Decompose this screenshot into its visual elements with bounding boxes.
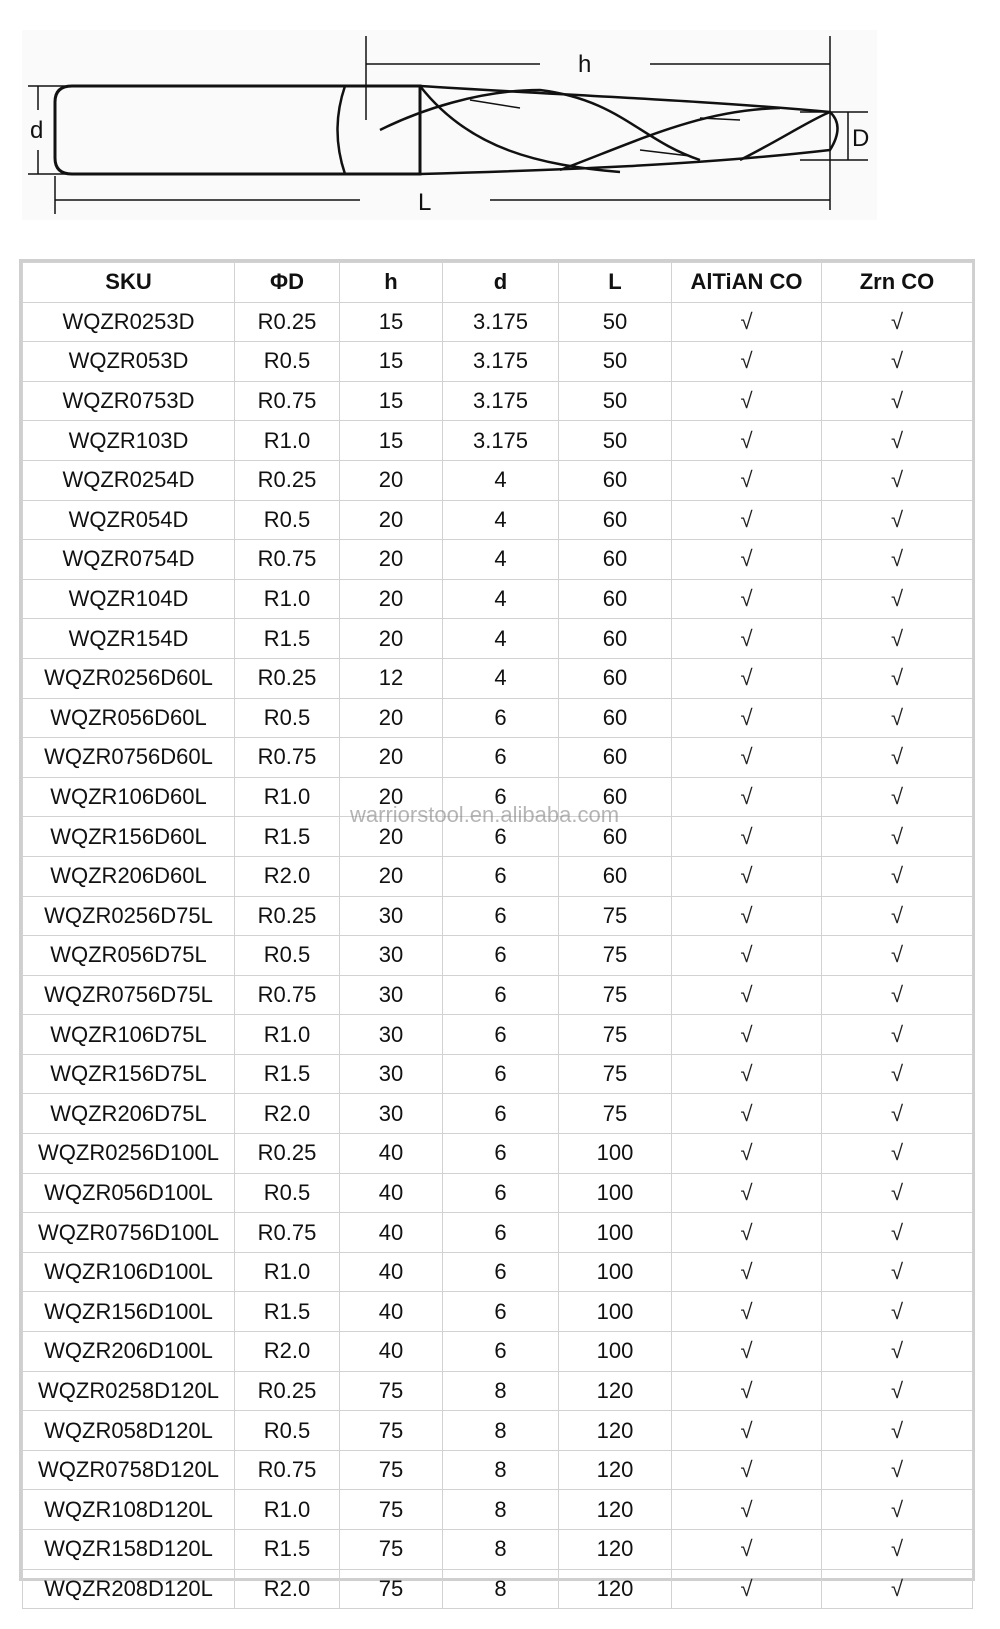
cell-sku: WQZR156D100L xyxy=(23,1292,235,1332)
cell-L: 60 xyxy=(559,460,672,500)
cell-h: 20 xyxy=(340,579,443,619)
table-row xyxy=(23,1569,973,1609)
cell-sku: WQZR0256D100L xyxy=(23,1134,235,1174)
cell-altian-co-check-icon: √ xyxy=(672,1173,822,1213)
cell-diameter: R0.5 xyxy=(235,1173,340,1213)
cell-h: 75 xyxy=(340,1490,443,1530)
cell-diameter: R0.75 xyxy=(235,738,340,778)
cell-h: 15 xyxy=(340,342,443,382)
cell-zrn-co-check-icon: √ xyxy=(822,1213,973,1253)
cell-altian-co-check-icon: √ xyxy=(672,817,822,857)
cell-altian-co-check-icon: √ xyxy=(672,540,822,580)
cell-sku: WQZR0756D100L xyxy=(23,1213,235,1253)
table-row xyxy=(23,1252,973,1292)
cell-zrn-co-check-icon: √ xyxy=(822,936,973,976)
cell-d: 6 xyxy=(443,1015,559,1055)
cell-zrn-co-check-icon: √ xyxy=(822,975,973,1015)
cell-diameter: R1.5 xyxy=(235,1054,340,1094)
label-h: h xyxy=(578,51,592,78)
table-row xyxy=(23,540,973,580)
cell-d: 8 xyxy=(443,1371,559,1411)
cell-diameter: R2.0 xyxy=(235,1332,340,1372)
cell-diameter: R0.25 xyxy=(235,1134,340,1174)
cell-zrn-co-check-icon: √ xyxy=(822,460,973,500)
table-row xyxy=(23,619,973,659)
cell-h: 12 xyxy=(340,658,443,698)
cell-d: 6 xyxy=(443,738,559,778)
cell-altian-co-check-icon: √ xyxy=(672,1411,822,1451)
label-L: L xyxy=(418,189,432,216)
cell-altian-co-check-icon: √ xyxy=(672,936,822,976)
table-row xyxy=(23,936,973,976)
cell-d: 6 xyxy=(443,1332,559,1372)
cell-L: 120 xyxy=(559,1371,672,1411)
cell-h: 20 xyxy=(340,698,443,738)
cell-L: 75 xyxy=(559,936,672,976)
cell-zrn-co-check-icon: √ xyxy=(822,302,973,342)
cell-sku: WQZR156D60L xyxy=(23,817,235,857)
cell-d: 6 xyxy=(443,1173,559,1213)
cell-h: 30 xyxy=(340,1094,443,1134)
cell-altian-co-check-icon: √ xyxy=(672,421,822,461)
cell-zrn-co-check-icon: √ xyxy=(822,1332,973,1372)
cell-d: 4 xyxy=(443,619,559,659)
cell-altian-co-check-icon: √ xyxy=(672,1332,822,1372)
cell-zrn-co-check-icon: √ xyxy=(822,1569,973,1609)
cell-diameter: R0.5 xyxy=(235,1411,340,1451)
table-row xyxy=(23,1173,973,1213)
cell-d: 8 xyxy=(443,1530,559,1570)
cell-diameter: R0.75 xyxy=(235,1213,340,1253)
cell-d: 6 xyxy=(443,1292,559,1332)
cell-d: 6 xyxy=(443,1054,559,1094)
cell-sku: WQZR106D60L xyxy=(23,777,235,817)
cell-zrn-co-check-icon: √ xyxy=(822,1371,973,1411)
cell-altian-co-check-icon: √ xyxy=(672,1292,822,1332)
table-row xyxy=(23,1411,973,1451)
cell-diameter: R0.5 xyxy=(235,698,340,738)
cell-L: 60 xyxy=(559,658,672,698)
table-row xyxy=(23,579,973,619)
cell-L: 100 xyxy=(559,1134,672,1174)
cell-L: 50 xyxy=(559,342,672,382)
cell-zrn-co-check-icon: √ xyxy=(822,1411,973,1451)
cell-altian-co-check-icon: √ xyxy=(672,658,822,698)
cell-L: 75 xyxy=(559,975,672,1015)
cell-L: 60 xyxy=(559,619,672,659)
cell-altian-co-check-icon: √ xyxy=(672,975,822,1015)
table-row xyxy=(23,1015,973,1055)
cell-L: 60 xyxy=(559,500,672,540)
cell-sku: WQZR0756D60L xyxy=(23,738,235,778)
cell-d: 6 xyxy=(443,975,559,1015)
cell-zrn-co-check-icon: √ xyxy=(822,738,973,778)
cell-d: 4 xyxy=(443,540,559,580)
cell-altian-co-check-icon: √ xyxy=(672,1134,822,1174)
cell-d: 6 xyxy=(443,936,559,976)
table-row xyxy=(23,777,973,817)
cell-d: 3.175 xyxy=(443,421,559,461)
cell-L: 120 xyxy=(559,1490,672,1530)
cell-sku: WQZR206D100L xyxy=(23,1332,235,1372)
cell-altian-co-check-icon: √ xyxy=(672,1371,822,1411)
cell-L: 60 xyxy=(559,738,672,778)
cell-diameter: R0.5 xyxy=(235,936,340,976)
cell-altian-co-check-icon: √ xyxy=(672,381,822,421)
cell-diameter: R1.0 xyxy=(235,1015,340,1055)
diagram-panel xyxy=(22,30,877,220)
table-row xyxy=(23,1332,973,1372)
table-row xyxy=(23,817,973,857)
table-row xyxy=(23,421,973,461)
cell-L: 120 xyxy=(559,1530,672,1570)
cell-sku: WQZR156D75L xyxy=(23,1054,235,1094)
cell-sku: WQZR206D75L xyxy=(23,1094,235,1134)
cell-L: 50 xyxy=(559,302,672,342)
cell-altian-co-check-icon: √ xyxy=(672,698,822,738)
cell-sku: WQZR208D120L xyxy=(23,1569,235,1609)
cell-sku: WQZR058D120L xyxy=(23,1411,235,1451)
cell-diameter: R0.5 xyxy=(235,342,340,382)
cell-h: 15 xyxy=(340,302,443,342)
cell-h: 20 xyxy=(340,738,443,778)
cell-L: 120 xyxy=(559,1569,672,1609)
cell-diameter: R1.0 xyxy=(235,1490,340,1530)
cell-altian-co-check-icon: √ xyxy=(672,1252,822,1292)
cell-diameter: R1.0 xyxy=(235,421,340,461)
cell-d: 6 xyxy=(443,698,559,738)
cell-d: 6 xyxy=(443,777,559,817)
cell-d: 3.175 xyxy=(443,302,559,342)
cell-d: 6 xyxy=(443,896,559,936)
table-row xyxy=(23,1450,973,1490)
cell-L: 50 xyxy=(559,421,672,461)
cell-h: 20 xyxy=(340,500,443,540)
spec-table xyxy=(22,262,973,1609)
cell-h: 20 xyxy=(340,777,443,817)
table-row xyxy=(23,1530,973,1570)
table-row xyxy=(23,1134,973,1174)
table-row xyxy=(23,1213,973,1253)
cell-sku: WQZR0258D120L xyxy=(23,1371,235,1411)
cell-diameter: R2.0 xyxy=(235,1094,340,1134)
cell-altian-co-check-icon: √ xyxy=(672,342,822,382)
cell-altian-co-check-icon: √ xyxy=(672,619,822,659)
cell-diameter: R1.5 xyxy=(235,1530,340,1570)
table-row xyxy=(23,856,973,896)
cell-sku: WQZR0256D75L xyxy=(23,896,235,936)
cell-diameter: R0.25 xyxy=(235,658,340,698)
cell-h: 20 xyxy=(340,856,443,896)
cell-sku: WQZR054D xyxy=(23,500,235,540)
cell-diameter: R0.75 xyxy=(235,975,340,1015)
cell-h: 30 xyxy=(340,975,443,1015)
cell-altian-co-check-icon: √ xyxy=(672,1094,822,1134)
cell-h: 40 xyxy=(340,1292,443,1332)
cell-h: 75 xyxy=(340,1371,443,1411)
cell-L: 75 xyxy=(559,1054,672,1094)
cell-diameter: R1.5 xyxy=(235,817,340,857)
table-row xyxy=(23,1292,973,1332)
cell-h: 75 xyxy=(340,1569,443,1609)
cell-altian-co-check-icon: √ xyxy=(672,1054,822,1094)
cell-diameter: R0.25 xyxy=(235,302,340,342)
cell-zrn-co-check-icon: √ xyxy=(822,1450,973,1490)
cell-sku: WQZR0254D xyxy=(23,460,235,500)
table-row xyxy=(23,302,973,342)
cell-h: 20 xyxy=(340,619,443,659)
cell-d: 4 xyxy=(443,658,559,698)
cell-sku: WQZR206D60L xyxy=(23,856,235,896)
cell-L: 60 xyxy=(559,817,672,857)
cell-h: 20 xyxy=(340,540,443,580)
cell-d: 6 xyxy=(443,856,559,896)
cell-diameter: R1.5 xyxy=(235,619,340,659)
cell-L: 60 xyxy=(559,579,672,619)
cell-d: 6 xyxy=(443,1094,559,1134)
cell-L: 50 xyxy=(559,381,672,421)
cell-altian-co-check-icon: √ xyxy=(672,579,822,619)
cell-altian-co-check-icon: √ xyxy=(672,500,822,540)
cell-d: 8 xyxy=(443,1569,559,1609)
cell-sku: WQZR0758D120L xyxy=(23,1450,235,1490)
cell-zrn-co-check-icon: √ xyxy=(822,1530,973,1570)
cell-L: 75 xyxy=(559,1015,672,1055)
cell-sku: WQZR053D xyxy=(23,342,235,382)
cell-L: 60 xyxy=(559,856,672,896)
cell-L: 60 xyxy=(559,540,672,580)
cell-altian-co-check-icon: √ xyxy=(672,856,822,896)
cell-sku: WQZR056D100L xyxy=(23,1173,235,1213)
cell-d: 3.175 xyxy=(443,342,559,382)
cell-zrn-co-check-icon: √ xyxy=(822,896,973,936)
table-row xyxy=(23,500,973,540)
cell-zrn-co-check-icon: √ xyxy=(822,1490,973,1530)
cell-zrn-co-check-icon: √ xyxy=(822,856,973,896)
cell-zrn-co-check-icon: √ xyxy=(822,540,973,580)
cell-diameter: R0.75 xyxy=(235,540,340,580)
cell-h: 40 xyxy=(340,1213,443,1253)
cell-sku: WQZR106D100L xyxy=(23,1252,235,1292)
cell-diameter: R2.0 xyxy=(235,1569,340,1609)
table-row xyxy=(23,342,973,382)
table-row xyxy=(23,460,973,500)
cell-zrn-co-check-icon: √ xyxy=(822,777,973,817)
cell-L: 60 xyxy=(559,777,672,817)
cell-d: 8 xyxy=(443,1450,559,1490)
cell-h: 20 xyxy=(340,460,443,500)
header-h: h xyxy=(340,263,443,303)
cell-zrn-co-check-icon: √ xyxy=(822,1094,973,1134)
cell-sku: WQZR056D60L xyxy=(23,698,235,738)
cell-altian-co-check-icon: √ xyxy=(672,1490,822,1530)
cell-zrn-co-check-icon: √ xyxy=(822,658,973,698)
table-row xyxy=(23,658,973,698)
cell-zrn-co-check-icon: √ xyxy=(822,342,973,382)
cell-L: 100 xyxy=(559,1213,672,1253)
cell-d: 6 xyxy=(443,1213,559,1253)
cell-sku: WQZR0253D xyxy=(23,302,235,342)
cell-d: 8 xyxy=(443,1490,559,1530)
cell-h: 30 xyxy=(340,936,443,976)
cell-h: 75 xyxy=(340,1530,443,1570)
cell-altian-co-check-icon: √ xyxy=(672,1530,822,1570)
cell-sku: WQZR0753D xyxy=(23,381,235,421)
table-row xyxy=(23,381,973,421)
table-row xyxy=(23,738,973,778)
cell-altian-co-check-icon: √ xyxy=(672,738,822,778)
cell-altian-co-check-icon: √ xyxy=(672,1213,822,1253)
cell-h: 20 xyxy=(340,817,443,857)
cell-L: 75 xyxy=(559,896,672,936)
cell-sku: WQZR154D xyxy=(23,619,235,659)
cell-diameter: R2.0 xyxy=(235,856,340,896)
cell-zrn-co-check-icon: √ xyxy=(822,381,973,421)
cell-zrn-co-check-icon: √ xyxy=(822,817,973,857)
table-body xyxy=(23,302,973,1609)
end-mill-diagram xyxy=(0,0,1000,240)
header-L: L xyxy=(559,263,672,303)
cell-h: 40 xyxy=(340,1173,443,1213)
cell-zrn-co-check-icon: √ xyxy=(822,1015,973,1055)
header-d: d xyxy=(443,263,559,303)
cell-zrn-co-check-icon: √ xyxy=(822,421,973,461)
cell-diameter: R1.0 xyxy=(235,777,340,817)
cell-sku: WQZR103D xyxy=(23,421,235,461)
cell-d: 4 xyxy=(443,579,559,619)
cell-sku: WQZR158D120L xyxy=(23,1530,235,1570)
header-sku: SKU xyxy=(23,263,235,303)
cell-h: 15 xyxy=(340,381,443,421)
cell-diameter: R0.25 xyxy=(235,460,340,500)
cell-zrn-co-check-icon: √ xyxy=(822,1134,973,1174)
cell-d: 6 xyxy=(443,1134,559,1174)
cell-zrn-co-check-icon: √ xyxy=(822,579,973,619)
cell-altian-co-check-icon: √ xyxy=(672,896,822,936)
cell-L: 60 xyxy=(559,698,672,738)
cell-zrn-co-check-icon: √ xyxy=(822,619,973,659)
cell-altian-co-check-icon: √ xyxy=(672,1015,822,1055)
cell-d: 8 xyxy=(443,1411,559,1451)
cell-L: 100 xyxy=(559,1332,672,1372)
end-mill-drawing xyxy=(0,0,1000,240)
table-row xyxy=(23,975,973,1015)
table-row xyxy=(23,896,973,936)
cell-diameter: R0.75 xyxy=(235,1450,340,1490)
table-row xyxy=(23,698,973,738)
cell-sku: WQZR056D75L xyxy=(23,936,235,976)
label-D: D xyxy=(852,125,870,152)
cell-d: 3.175 xyxy=(443,381,559,421)
cell-altian-co-check-icon: √ xyxy=(672,777,822,817)
cell-h: 40 xyxy=(340,1332,443,1372)
label-d: d xyxy=(30,117,44,144)
cell-sku: WQZR108D120L xyxy=(23,1490,235,1530)
cell-zrn-co-check-icon: √ xyxy=(822,1173,973,1213)
cell-h: 30 xyxy=(340,1015,443,1055)
cell-altian-co-check-icon: √ xyxy=(672,1569,822,1609)
cell-d: 4 xyxy=(443,460,559,500)
cell-h: 30 xyxy=(340,896,443,936)
cell-L: 75 xyxy=(559,1094,672,1134)
cell-d: 4 xyxy=(443,500,559,540)
cell-h: 75 xyxy=(340,1450,443,1490)
cell-zrn-co-check-icon: √ xyxy=(822,1252,973,1292)
cell-zrn-co-check-icon: √ xyxy=(822,698,973,738)
cell-sku: WQZR0256D60L xyxy=(23,658,235,698)
cell-L: 120 xyxy=(559,1450,672,1490)
cell-altian-co-check-icon: √ xyxy=(672,460,822,500)
cell-h: 30 xyxy=(340,1054,443,1094)
watermark: warriorstool.en.alibaba.com xyxy=(350,802,620,827)
table-header-row xyxy=(23,263,973,303)
cell-zrn-co-check-icon: √ xyxy=(822,1054,973,1094)
cell-d: 6 xyxy=(443,817,559,857)
header-diameter: ΦD xyxy=(235,263,340,303)
table-row xyxy=(23,1094,973,1134)
cell-L: 100 xyxy=(559,1252,672,1292)
cell-sku: WQZR106D75L xyxy=(23,1015,235,1055)
cell-d: 6 xyxy=(443,1252,559,1292)
cell-h: 40 xyxy=(340,1134,443,1174)
cell-h: 75 xyxy=(340,1411,443,1451)
table-row xyxy=(23,1371,973,1411)
cell-zrn-co-check-icon: √ xyxy=(822,1292,973,1332)
cell-h: 40 xyxy=(340,1252,443,1292)
cell-diameter: R0.75 xyxy=(235,381,340,421)
cell-sku: WQZR0754D xyxy=(23,540,235,580)
cell-diameter: R1.5 xyxy=(235,1292,340,1332)
cell-diameter: R0.5 xyxy=(235,500,340,540)
cell-h: 15 xyxy=(340,421,443,461)
cell-diameter: R0.25 xyxy=(235,896,340,936)
cell-diameter: R1.0 xyxy=(235,1252,340,1292)
cell-altian-co-check-icon: √ xyxy=(672,302,822,342)
cell-diameter: R0.25 xyxy=(235,1371,340,1411)
cell-diameter: R1.0 xyxy=(235,579,340,619)
cell-L: 120 xyxy=(559,1411,672,1451)
cell-altian-co-check-icon: √ xyxy=(672,1450,822,1490)
cell-zrn-co-check-icon: √ xyxy=(822,500,973,540)
header-altian-co: AlTiAN CO xyxy=(672,263,822,303)
cell-L: 100 xyxy=(559,1173,672,1213)
spec-table-container xyxy=(19,259,975,1601)
header-zrn-co: Zrn CO xyxy=(822,263,973,303)
table-row xyxy=(23,1490,973,1530)
cell-L: 100 xyxy=(559,1292,672,1332)
table-row xyxy=(23,1054,973,1094)
cell-sku: WQZR0756D75L xyxy=(23,975,235,1015)
cell-sku: WQZR104D xyxy=(23,579,235,619)
